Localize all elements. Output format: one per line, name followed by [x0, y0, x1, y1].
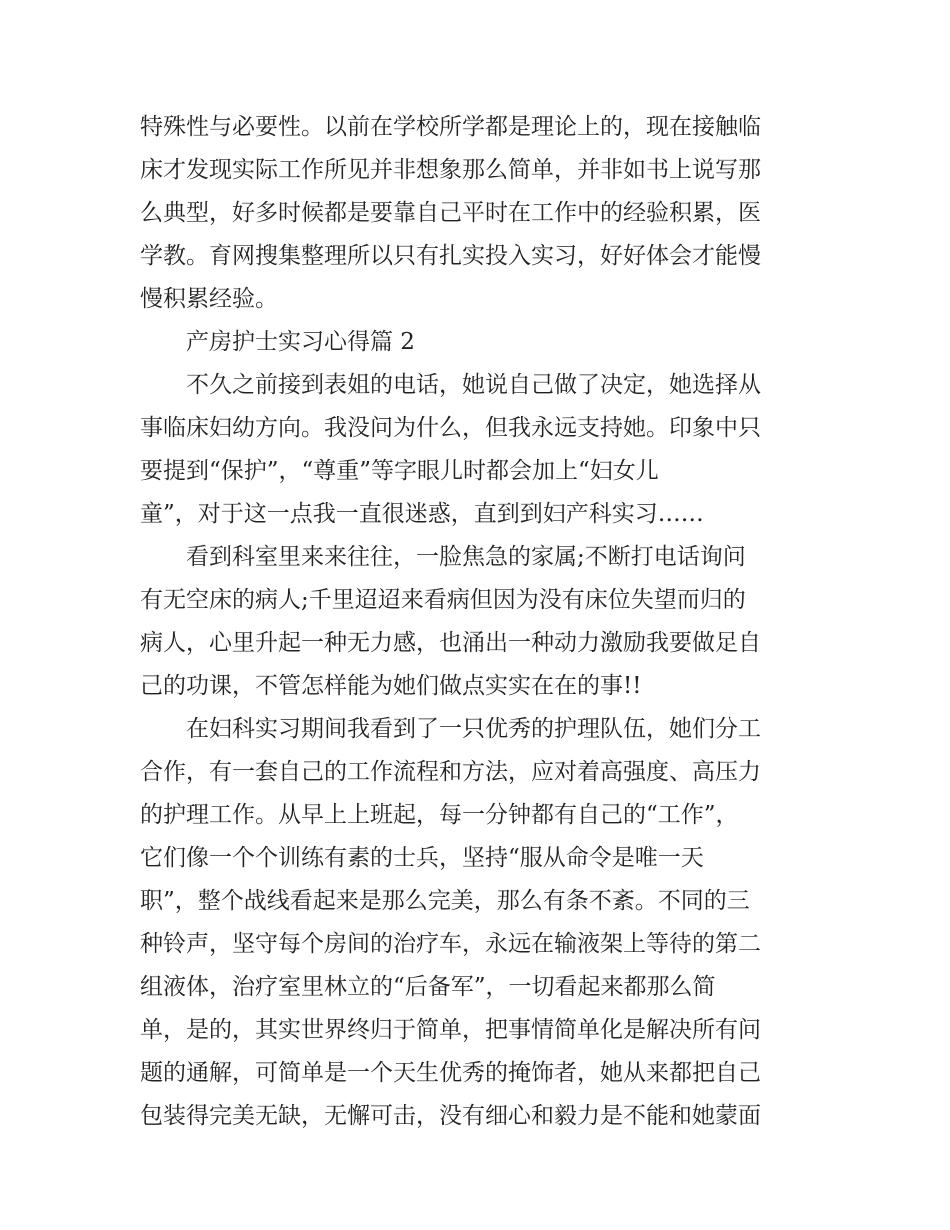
text-line: 它们像一个个训练有素的士兵，坚持“服从命令是唯一天: [140, 845, 704, 871]
text-line: 组液体，治疗室里林立的“后备军”，一切看起来都那么简: [140, 974, 716, 1000]
text-line: 合作，有一套自己的工作流程和方法，应对着高强度、高压力: [140, 759, 761, 785]
text-line: 职”，整个战线看起来是那么完美，那么有条不紊。不同的三: [140, 888, 750, 914]
text-line: 不久之前接到表姐的电话，她说自己做了决定，她选择从: [186, 372, 761, 398]
text-line: 包装得完美无缺，无懈可击，没有细心和毅力是不能和她蒙面: [140, 1103, 761, 1129]
text-line: 要提到“保护”，“尊重”等字眼儿时都会加上“妇女儿: [140, 458, 659, 484]
text-line: 种铃声，坚守每个房间的治疗车，永远在输液架上等待的第二: [140, 931, 761, 957]
text-line: 事临床妇幼方向。我没问为什么，但我永远支持她。印象中只: [140, 415, 761, 441]
text-line: 童”，对于这一点我一直很迷惑，直到到妇产科实习……: [140, 501, 704, 527]
text-line: 己的功课，不管怎样能为她们做点实实在在的事!!: [140, 673, 642, 699]
text-line: 在妇科实习期间我看到了一只优秀的护理队伍，她们分工: [186, 716, 761, 742]
text-line: 看到科室里来来往往，一脸焦急的家属;不断打电话询问: [186, 544, 746, 570]
text-line: 的护理工作。从早上上班起，每一分钟都有自己的“工作”，: [140, 802, 739, 828]
text-line: 么典型，好多时候都是要靠自己平时在工作中的经验积累，医: [140, 200, 761, 226]
text-line: 题的通解，可简单是一个天生优秀的掩饰者，她从来都把自己: [140, 1060, 761, 1086]
text-line: 病人，心里升起一种无力感，也涌出一种动力激励我要做足自: [140, 630, 761, 656]
section-heading: 产房护士实习心得篇 2: [186, 329, 415, 355]
text-line: 特殊性与必要性。以前在学校所学都是理论上的，现在接触临: [140, 114, 761, 140]
text-line: 有无空床的病人;千里迢迢来看病但因为没有床位失望而归的: [140, 587, 746, 613]
text-line: 单，是的，其实世界终归于简单，把事情简单化是解决所有问: [140, 1017, 761, 1043]
text-line: 慢积累经验。: [140, 286, 278, 312]
text-line: 床才发现实际工作所见并非想象那么简单，并非如书上说写那: [140, 157, 761, 183]
text-line: 学教。育网搜集整理所以只有扎实投入实习，好好体会才能慢: [140, 243, 761, 269]
